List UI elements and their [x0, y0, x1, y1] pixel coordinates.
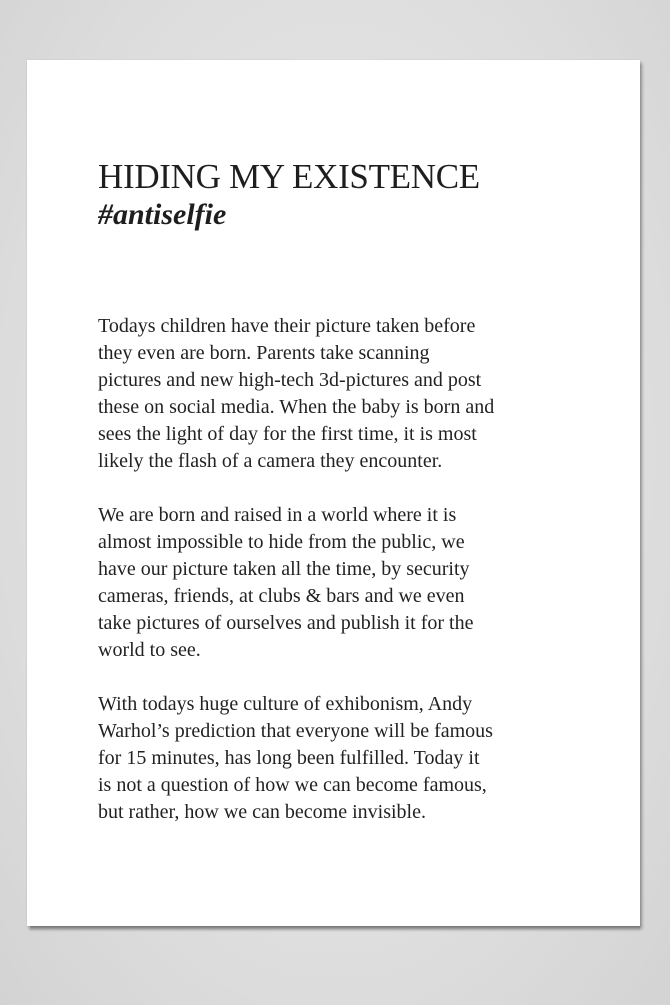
paragraph-line: almost impossible to hide from the public, we: [98, 531, 465, 553]
paragraph-3: [98, 691, 598, 826]
paragraph-1: [98, 313, 598, 475]
paragraph-line: these on social media. When the baby is born and: [98, 396, 495, 418]
card-subtitle-hashtag: #antiselfie: [98, 198, 227, 231]
paragraph-line: likely the flash of a camera they encounter.: [98, 450, 443, 472]
paragraph-line: have our picture taken all the time, by security: [98, 558, 470, 580]
printed-card: [27, 60, 640, 926]
paragraph-2: [98, 502, 598, 664]
paragraph-line: is not a question of how we can become famous,: [98, 774, 487, 796]
paragraph-line: take pictures of ourselves and publish it for the: [98, 612, 474, 634]
paragraph-line: but rather, how we can become invisible.: [98, 801, 426, 823]
card-shadow: [30, 926, 640, 932]
card-title: HIDING MY EXISTENCE: [98, 157, 480, 196]
paragraph-line: Warhol’s prediction that everyone will be famous: [98, 720, 493, 742]
paragraph-line: With todays huge culture of exhibonism, Andy: [98, 693, 473, 715]
paragraph-line: pictures and new high-tech 3d-pictures and post: [98, 369, 482, 391]
paragraph-line: world to see.: [98, 639, 201, 661]
paragraph-line: they even are born. Parents take scanning: [98, 342, 430, 364]
paragraph-line: sees the light of day for the first time, it is most: [98, 423, 477, 445]
paragraph-line: for 15 minutes, has long been fulfilled. Today it: [98, 747, 480, 769]
paragraph-line: Todays children have their picture taken before: [98, 315, 476, 337]
paragraph-line: We are born and raised in a world where it is: [98, 504, 457, 526]
paragraph-line: cameras, friends, at clubs & bars and we even: [98, 585, 465, 607]
card-body: [98, 313, 598, 853]
